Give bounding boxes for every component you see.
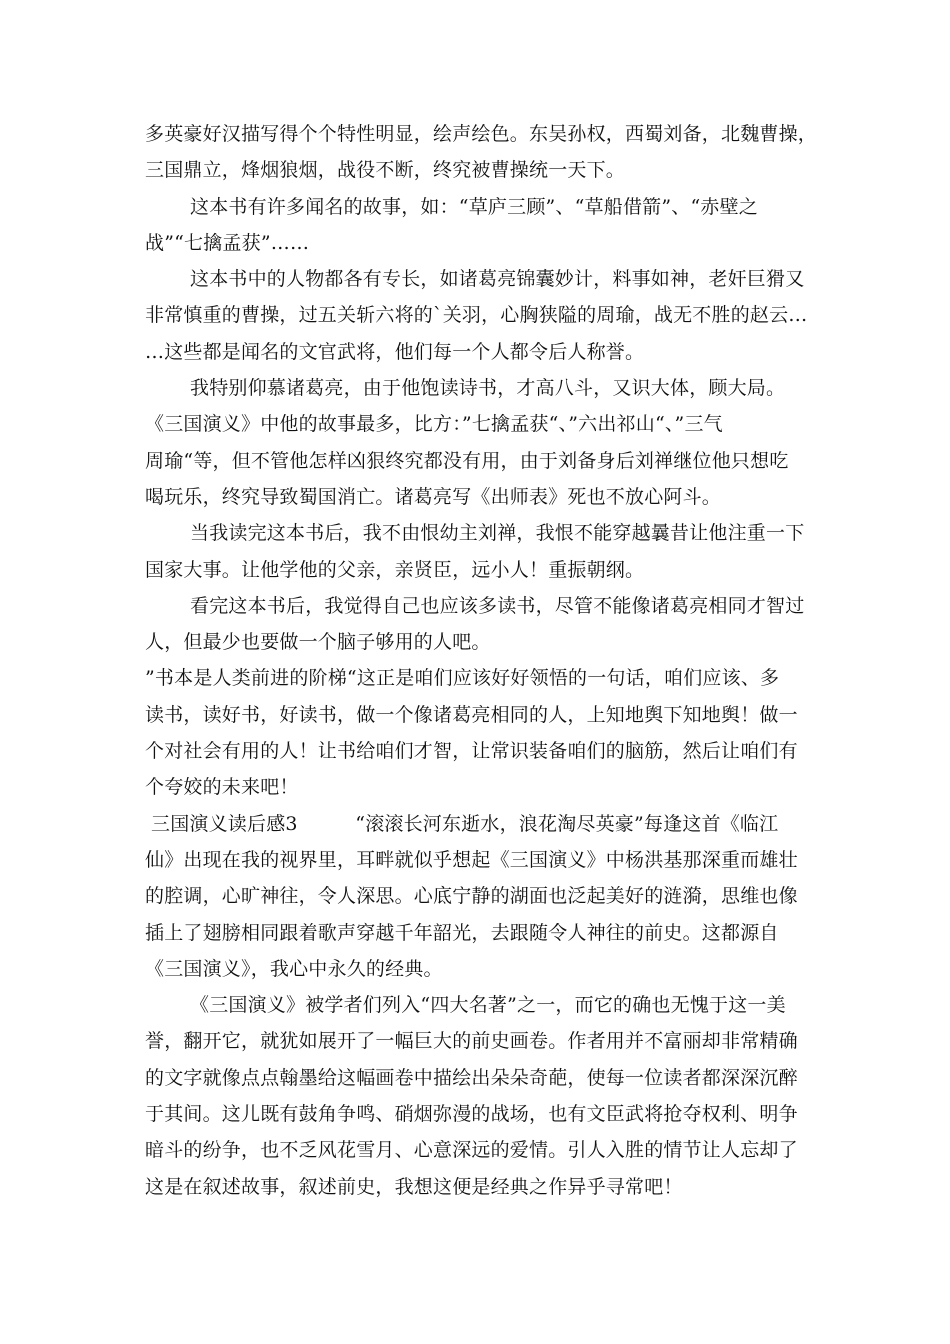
text-line: 的文字就像点点翰墨给这幅画卷中描绘出朵朵奇葩，使每一位读者都深深沉醉 xyxy=(145,1066,798,1089)
text-line: 的腔调，心旷神往，令人深思。心底宁静的湖面也泛起美好的涟漪，思维也像 xyxy=(145,885,798,908)
text-line: 于其间。这儿既有鼓角争鸣、硝烟弥漫的战场，也有文臣武将抢夺权利、明争 xyxy=(145,1103,798,1126)
text-line: 非常慎重的曹操，过五关斩六将的`关羽，心胸狭隘的周瑜，战无不胜的赵云… xyxy=(145,304,808,327)
text-line: 《三国演义》被学者们列入“四大名著”之一，而它的确也无愧于这一美 xyxy=(190,994,786,1017)
document-body xyxy=(145,116,818,1205)
text-line: 看完这本书后，我觉得自己也应该多读书，尽管不能像诸葛亮相同才智过 xyxy=(190,594,805,617)
text-line: 誉，翻开它，就犹如展开了一幅巨大的前史画卷。作者用并不富丽却非常精确 xyxy=(145,1030,798,1053)
text-line: 国家大事。让他学他的父亲，亲贤臣，远小人！重振朝纲。 xyxy=(145,558,645,581)
text-line: 多英豪好汉描写得个个特性明显，绘声绘色。东吴孙权，西蜀刘备，北魏曹操， xyxy=(145,123,818,145)
text-line: 人，但最少也要做一个脑子够用的人吧。 xyxy=(145,631,491,654)
text-line: 我特别仰慕诸葛亮，由于他饱读诗书，才高八斗，又识大体，顾大局。 xyxy=(190,377,786,400)
text-line: 喝玩乐，终究导致蜀国消亡。诸葛亮写《出师表》死也不放心阿斗。 xyxy=(145,485,722,508)
text-line: 《三国演义》中他的故事最多，比方：”七擒孟获“、”六出祁山“、”三气 xyxy=(145,413,723,436)
text-line: 三国演义读后感3 “滚滚长河东逝水，浪花淘尽英豪”每逢这首《临江 xyxy=(151,812,779,835)
text-line: 这本书有许多闻名的故事，如：“草庐三顾”、“草船借箭”、“赤壁之 xyxy=(190,195,758,218)
text-line: 战”“七擒孟获”…… xyxy=(145,231,310,254)
text-line: 《三国演义》，我心中永久的经典。 xyxy=(145,957,443,980)
text-line: 周瑜“等，但不管他怎样凶狠终究都没有用，由于刘备身后刘禅继位他只想吃 xyxy=(145,449,789,472)
text-line: …这些都是闻名的文官武将，他们每一个人都令后人称誉。 xyxy=(145,340,645,363)
text-line: 个夸姣的未来吧！ xyxy=(145,776,299,799)
text-line: 这本书中的人物都各有专长，如诸葛亮锦囊妙计，料事如神，老奸巨猾又 xyxy=(190,268,805,291)
text-line: 仙》出现在我的视界里，耳畔就似乎想起《三国演义》中杨洪基那深重而雄壮 xyxy=(145,848,798,871)
text-line: 当我读完这本书后，我不由恨幼主刘禅，我恨不能穿越曩昔让他注重一下 xyxy=(190,522,805,545)
text-line: 暗斗的纷争，也不乏风花雪月、心意深远的爱情。引人入胜的情节让人忘却了 xyxy=(145,1139,798,1162)
text-line: 三国鼎立，烽烟狼烟，战役不断，终究被曹操统一天下。 xyxy=(145,159,626,182)
text-line: ”书本是人类前进的阶梯“这正是咱们应该好好领悟的一句话，咱们应该、多 xyxy=(145,667,780,690)
text-line: 插上了翅膀相同跟着歌声穿越千年韶光，去跟随令人神往的前史。这都源自 xyxy=(145,921,779,944)
text-line: 个对社会有用的人！让书给咱们才智，让常识装备咱们的脑筋，然后让咱们有 xyxy=(145,740,798,763)
text-line: 读书，读好书，好读书，做一个像诸葛亮相同的人，上知地舆下知地舆！做一 xyxy=(145,703,798,726)
text-line: 这是在叙述故事，叙述前史，我想这便是经典之作异乎寻常吧！ xyxy=(145,1175,683,1198)
